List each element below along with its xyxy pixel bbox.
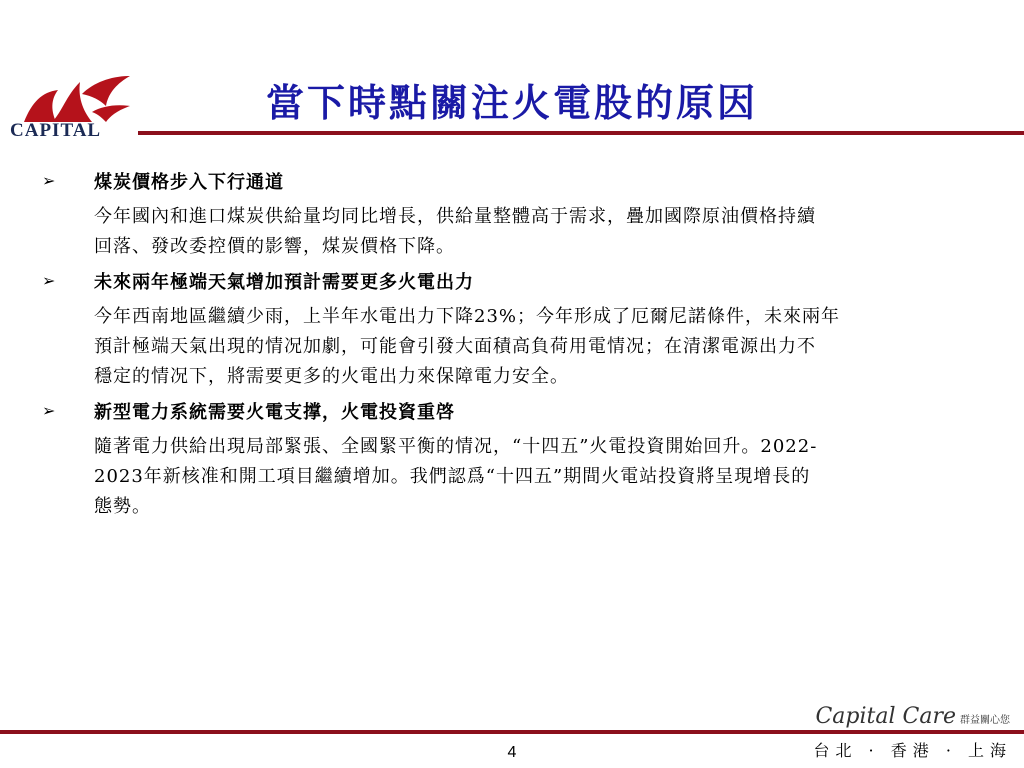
body-line: 今年西南地區繼續少雨，上半年水電出力下降23%；今年形成了厄爾尼諾條件，未來兩年 xyxy=(94,306,841,327)
footer-cities: 台北 · 香港 · 上海 xyxy=(813,741,1012,760)
bullet-heading: 新型電力系統需要火電支撑，火電投資重啓 xyxy=(94,402,455,423)
bullet-heading: 未來兩年極端天氣增加預計需要更多火電出力 xyxy=(94,272,474,293)
slide-content xyxy=(42,168,992,528)
body-line: 預計極端天氣出現的情况加劇，可能會引發大面積高負荷用電情况；在清潔電源出力不 xyxy=(94,336,816,357)
body-line: 態勢。 xyxy=(94,496,151,517)
bullet-item xyxy=(42,268,992,392)
bullet-heading: 煤炭價格步入下行通道 xyxy=(94,172,284,193)
bullet-body xyxy=(94,202,992,262)
body-line: 回落、發改委控價的影響，煤炭價格下降。 xyxy=(94,236,455,257)
slide-title: 當下時點關注火電股的原因 xyxy=(265,80,758,125)
body-line: 穩定的情况下，將需要更多的火電出力來保障電力安全。 xyxy=(94,366,569,387)
capital-logo-text: CAPITAL xyxy=(10,120,102,141)
arrow-bullet-icon: ➢ xyxy=(42,171,56,190)
footer-brand-tagline: 群益關心您 xyxy=(960,715,1010,726)
footer-brand-name: Capital Care xyxy=(815,704,956,729)
bullet-body xyxy=(94,302,992,392)
footer-brand xyxy=(815,704,1010,729)
body-line: 2023年新核准和開工項目繼續增加。我們認爲“十四五”期間火電站投資將呈現增長的 xyxy=(94,466,811,487)
arrow-bullet-icon: ➢ xyxy=(42,401,56,420)
bullet-item xyxy=(42,398,992,522)
bullet-item xyxy=(42,168,992,262)
arrow-bullet-icon: ➢ xyxy=(42,271,56,290)
body-line: 隨著電力供給出現局部緊張、全國緊平衡的情况，“十四五”火電投資開始回升。2022- xyxy=(94,436,818,457)
title-divider xyxy=(138,131,1024,135)
page-number: 4 xyxy=(507,744,517,761)
footer-divider xyxy=(0,730,1024,734)
bullet-body xyxy=(94,432,992,522)
body-line: 今年國內和進口煤炭供給量均同比增長，供給量整體高于需求，疊加國際原油價格持續 xyxy=(94,206,816,227)
